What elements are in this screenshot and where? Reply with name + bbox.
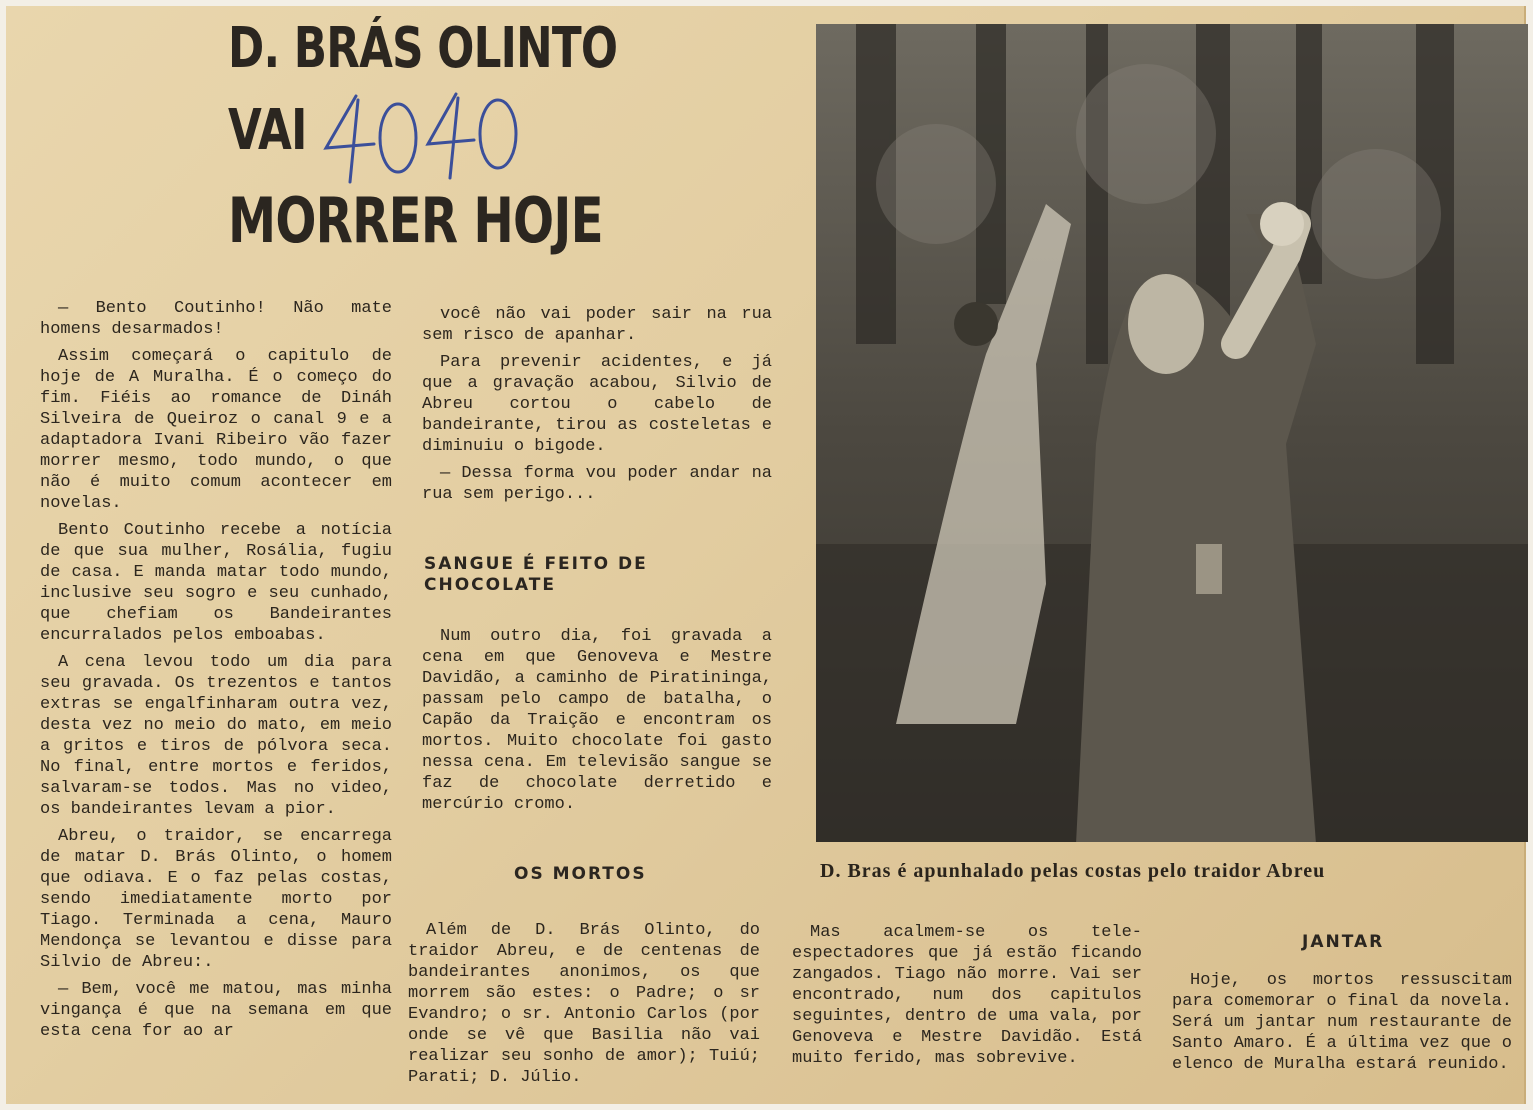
subheading-os-mortos: OS MORTOS	[514, 864, 647, 884]
paragraph: Mas acalmem-se os tele-espectadores que já estão ficando zangados. Tiago não morre. Vai ser encontrado, num dos capitulos seguintes, dentro de uma vala, por Genoveva e Mestre Davidão. Está muito ferido, mas sobrevive.	[792, 923, 1142, 1068]
article-column-2b	[422, 626, 772, 821]
paragraph: Para prevenir acidentes, e já que a gravação acabou, Silvio de Abreu cortou o cabelo de bandeirante, tirou as costeletas e diminuiu o bigode.	[422, 353, 772, 456]
paragraph: Hoje, os mortos ressuscitam para comemorar o final da novela. Será um jantar num restaurante de Santo Amaro. É a última vez que o elenco de Muralha estará reunido.	[1172, 971, 1512, 1074]
headline-line-3: MORRER HOJE	[228, 184, 603, 257]
paragraph: Num outro dia, foi gravada a cena em que Genoveva e Mestre Davidão, a caminho de Piratininga, passam pelo campo de batalha, o Capão da Traição e encontram os mortos. Muito chocolate foi gasto nessa cena. Em televisão sangue se faz de chocolate derretido e mercúrio cromo.	[422, 627, 772, 814]
paragraph: Bento Coutinho recebe a notícia de que sua mulher, Rosália, fugiu de casa. E manda matar todo mundo, inclusive seu sogro e seu cunhado, que chefiam os Bandeirantes encurralados pelos emboabas.	[40, 521, 392, 645]
article-column-2	[422, 304, 772, 511]
paragraph: — Bento Coutinho! Não mate homens desarmados!	[40, 299, 392, 339]
newspaper-clipping	[6, 6, 1526, 1104]
paragraph: Assim começará o capitulo de hoje de A Muralha. É o começo do fim. Fiéis ao romance de Dináh Silveira de Queiroz o canal 9 e a adaptadora Ivani Ribeiro vão fazer morrer mesmo, todo mundo, o que não é muito comum acontecer em novelas.	[40, 347, 392, 513]
news-photo	[816, 24, 1528, 842]
paragraph: Além de D. Brás Olinto, do traidor Abreu, e de centenas de bandeirantes anonimos, os que morrem são estes: o Padre; o sr Evandro; o sr. Antonio Carlos (por onde se vê que Basilia não vai realizar seu sonho de amor); Tuiú; Parati; D. Júlio.	[408, 921, 760, 1087]
photo-caption: D. Bras é apunhalado pelas costas pelo traidor Abreu	[820, 860, 1326, 882]
paragraph: A cena levou todo um dia para seu gravada. Os trezentos e tantos extras se engalfinharam outra vez, desta vez no meio do mato, em meio a gritos e tiros de pólvora seca. No final, entre mortos e feridos, salvaram-se todos. Mas no video, os bandeirantes levam a pior.	[40, 653, 392, 819]
headline-line-1: D. BRÁS OLINTO	[228, 16, 618, 81]
article-column-3	[792, 922, 1142, 1075]
article-column-4	[1172, 970, 1512, 1081]
handwritten-note-4040	[316, 86, 526, 186]
subheading-sangue: SANGUE É FEITO DE CHOCOLATE	[424, 554, 648, 595]
paragraph: — Bem, você me matou, mas minha vingança é que na semana em que esta cena for ao ar	[40, 980, 392, 1041]
paragraph: — Dessa forma vou poder andar na rua sem perigo...	[422, 464, 772, 504]
paragraph: Abreu, o traidor, se encarrega de matar D. Brás Olinto, o homem que odiava. E o faz pelas costas, sendo imediatamente morto por Tiago. Terminada a cena, Mauro Mendonça se levantou e disse para Silvio de Abreu:.	[40, 827, 392, 972]
article-column-2c	[408, 920, 760, 1094]
headline-line-2: VAI	[228, 98, 307, 163]
photo-illustration	[816, 24, 1528, 842]
article-column-1	[40, 298, 392, 1048]
paragraph: você não vai poder sair na rua sem risco de apanhar.	[422, 305, 772, 345]
subheading-jantar: JANTAR	[1302, 932, 1385, 952]
